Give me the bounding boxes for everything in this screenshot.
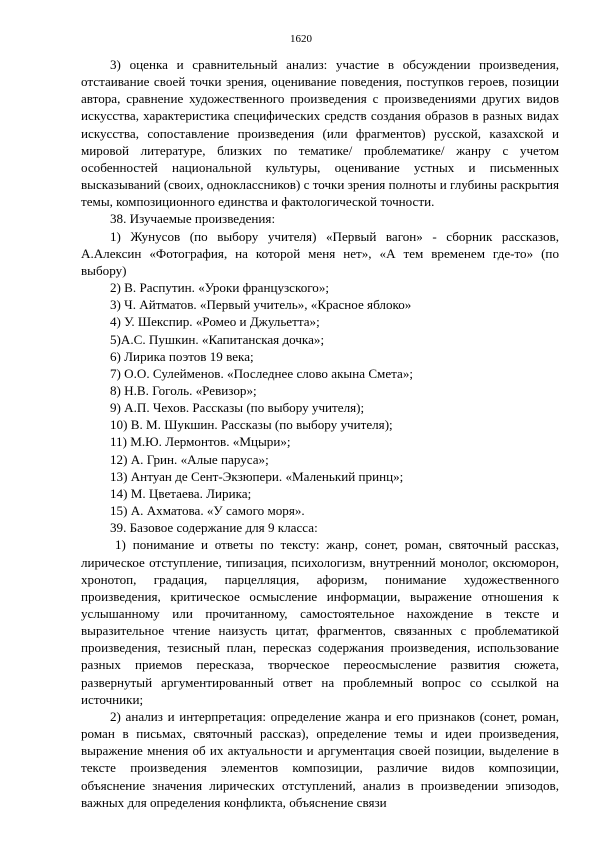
works-list-item: 5)А.С. Пушкин. «Капитанская дочка»; [110,331,325,347]
works-list-item: 8) Н.В. Гоголь. «Ревизор»; [110,382,257,398]
paragraph-assessment-analysis: 3) оценка и сравнительный анализ: участие в обсуждении произведения, отстаивание своей точки зрения, оценивание поведения, поступков героев, позиции автора, сравнение художественного произведения с произведениями других видов искусства, характеристика специфических средств создания образов в разных видах искусства, сопоставление произведения (или фрагментов) русской, казахской и мировой литературе, близких по тематике/ проблематике/ жанру с учетом особенностей национальной культуры, оценивание устных и письменных высказываний (своих, одноклассников) с точки зрения полноты и глубины раскрытия темы, композиционного единства и фактологической точности. [81,57,559,210]
works-list-item: 7) О.О. Сулейменов. «Последнее слово акына Смета»; [110,365,414,381]
page-number: 1620 [290,33,312,45]
works-list-item: 14) М. Цветаева. Лирика; [110,485,252,501]
works-list-item: 13) Антуан де Сент-Экзюпери. «Маленький принц»; [110,468,404,484]
works-list-item: 4) У. Шекспир. «Ромео и Джульетта»; [110,314,320,330]
section-39-heading: 39. Базовое содержание для 9 класса: [110,520,318,536]
works-list-item: 3) Ч. Айтматов. «Первый учитель», «Красное яблоко» [110,297,412,313]
works-list-item: 12) А. Грин. «Алые паруса»; [110,451,269,467]
works-list-item: 1) Жунусов (по выбору учителя) «Первый вагон» - сборник рассказов, А.Алексин «Фотография, на которой меня нет», «А тем временем где-то» (по выбору) [81,228,559,278]
works-list-item: 10) В. М. Шукшин. Рассказы (по выбору учителя); [110,417,393,433]
section-38-heading: 38. Изучаемые произведения: [110,211,276,227]
works-list-item: 9) А.П. Чехов. Рассказы (по выбору учителя); [110,400,365,416]
paragraph-analysis-interpretation: 2) анализ и интерпретация: определение жанра и его признаков (сонет, роман, роман в письмах, святочный рассказ), определение темы и идеи произведения, выражение мнения об их актуальности и аргументация своей позиции, выделение в тексте произведения элементов композиции, различие видов композиции, объяснение значения лирических отступлений, анализ в произведении эпизодов, важных для определения конфликта, объяснение связи [81,708,559,810]
works-list-item: 15) А. Ахматова. «У самого моря». [110,503,305,519]
paragraph-comprehension: 1) понимание и ответы по тексту: жанр, сонет, роман, святочный рассказ, лирическое отступление, типизация, психологизм, внутренний монолог, оксюморон, хронотоп, градация, парцелляция, афоризм, понимание художественного произведения, критическое осмысление информации, выражение отношения к услышанному или прочитанному, самостоятельное нахождение в тексте и выразительное чтение наизусть цитат, фрагментов, связанных с проблематикой произведения, тезисный план, пересказ содержания произведения, использование разных приемов пересказа, творческое переосмысление развития сюжета, развернутый аргументированный ответ на проблемный вопрос со ссылкой на источники; [81,537,559,707]
page-body [81,56,559,811]
works-list-item: 2) В. Распутин. «Уроки французского»; [110,280,330,296]
works-list-item: 6) Лирика поэтов 19 века; [110,348,254,364]
works-list-item: 11) М.Ю. Лермонтов. «Мцыри»; [110,434,291,450]
